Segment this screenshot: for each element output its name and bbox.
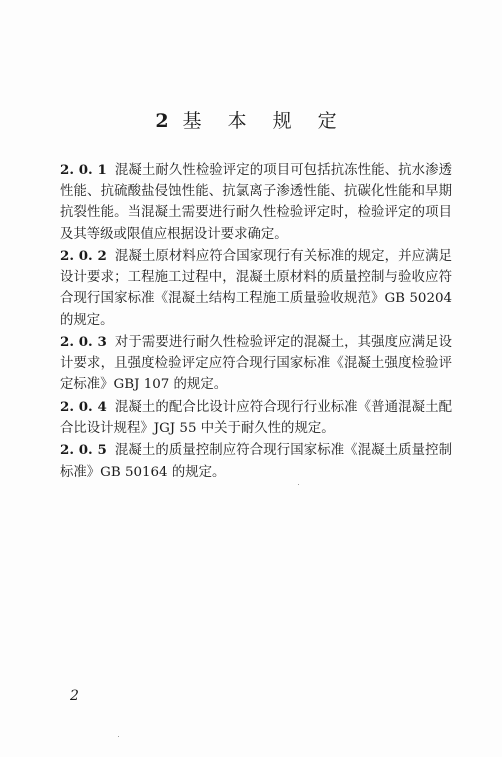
clause-text: 混凝土耐久性检验评定的项目可包括抗冻性能、抗水渗透性能、抗硫酸盐侵蚀性能、抗氯离子渗透性能、抗碳化性能和早期抗裂性能。当混凝土需要进行耐久性检验评定时，检验评定的项目及其等级或限值应根据设计要求确定。 [60, 163, 452, 242]
clause-2-0-4 [60, 397, 452, 439]
clause-number: 2. 0. 2 [60, 248, 107, 264]
chapter-heading: 基 本 规 定 [182, 110, 347, 132]
clause-list [60, 160, 452, 484]
scan-speck [118, 736, 119, 737]
chapter-title [0, 106, 502, 133]
clause-text: 对于需要进行耐久性检验评定的混凝土，其强度应满足设计要求，且强度检验评定应符合现行国家标准《混凝土强度检验评定标准》GBJ 107 的规定。 [60, 335, 452, 393]
clause-number: 2. 0. 3 [60, 334, 107, 350]
clause-text: 混凝土的质量控制应符合现行国家标准《混凝土质量控制标准》GB 50164 的规定。 [60, 443, 452, 480]
scan-speck [298, 484, 299, 485]
clause-2-0-1 [60, 160, 452, 245]
clause-text: 混凝土原材料应符合国家现行有关标准的规定，并应满足设计要求；工程施工过程中，混凝土原材料的质量控制与验收应符合现行国家标准《混凝土结构工程施工质量验收规范》GB 50204 的规定。 [60, 249, 452, 328]
page-number: 2 [70, 688, 79, 704]
clause-text: 混凝土的配合比设计应符合现行行业标准《普通混凝土配合比设计规程》JGJ 55 中关于耐久性的规定。 [60, 399, 452, 436]
clause-number: 2. 0. 1 [60, 162, 107, 178]
clause-2-0-2 [60, 246, 452, 331]
clause-2-0-5 [60, 440, 452, 482]
clause-number: 2. 0. 5 [60, 442, 107, 459]
chapter-number: 2 [155, 110, 169, 132]
clause-2-0-3 [60, 332, 452, 396]
clause-number: 2. 0. 4 [60, 398, 107, 415]
